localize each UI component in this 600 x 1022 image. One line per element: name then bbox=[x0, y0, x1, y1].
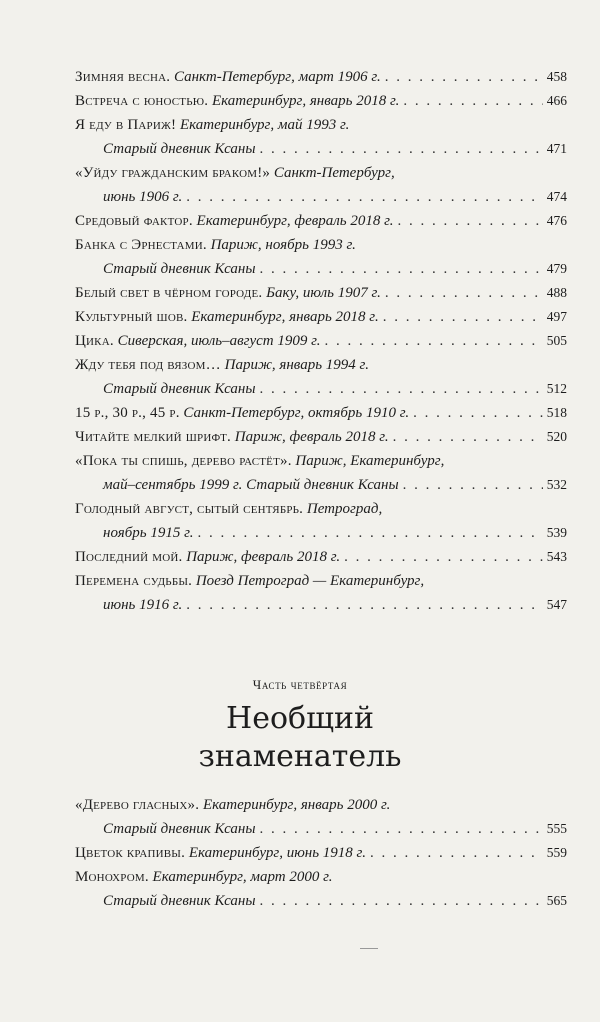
entry-place-date: Париж, январь 1994 г. bbox=[224, 357, 369, 373]
entry-title: Читайте мелкий шрифт. bbox=[75, 429, 231, 445]
leader-dots bbox=[383, 305, 543, 329]
part-title-line: знаменатель bbox=[198, 739, 402, 774]
page-number: 476 bbox=[546, 213, 567, 228]
entry-title: Я еду в Париж! bbox=[75, 117, 177, 133]
entry-title: Жду тебя под вязом… bbox=[75, 357, 221, 373]
toc-entry[interactable] bbox=[75, 161, 567, 209]
entry-source: Старый дневник Ксаны bbox=[103, 893, 256, 909]
entry-place-date: Екатеринбург, январь 2018 г. bbox=[191, 309, 379, 325]
entry-title: «Дерево гласных». bbox=[75, 797, 200, 813]
entry-title: Цветок крапивы. bbox=[75, 845, 186, 861]
entry-title: Зимняя весна. bbox=[75, 69, 171, 85]
entry-place-date: Екатеринбург, июнь 1918 г. bbox=[188, 845, 366, 861]
leader-dots bbox=[186, 185, 543, 209]
leader-dots bbox=[344, 545, 543, 569]
entry-title: «Пока ты спишь, дерево растёт». bbox=[75, 453, 292, 469]
entry-place-date: Париж, февраль 2018 г. bbox=[186, 549, 341, 565]
leader-dots bbox=[186, 593, 543, 617]
page-number: 543 bbox=[546, 549, 567, 564]
leader-dots bbox=[260, 889, 543, 913]
leader-dots bbox=[403, 473, 543, 497]
page-number: 518 bbox=[546, 405, 567, 420]
toc-entry[interactable] bbox=[75, 425, 567, 449]
leader-dots bbox=[370, 841, 543, 865]
leader-dots bbox=[260, 137, 543, 161]
leader-dots bbox=[393, 425, 543, 449]
toc-entry[interactable] bbox=[75, 65, 567, 89]
leader-dots bbox=[325, 329, 543, 353]
page-number: 565 bbox=[546, 893, 567, 908]
toc-entry[interactable] bbox=[75, 305, 567, 329]
entry-source: Старый дневник Ксаны bbox=[103, 141, 256, 157]
entry-source: Старый дневник Ксаны bbox=[103, 821, 256, 837]
entry-place-date: Париж, февраль 2018 г. bbox=[234, 429, 389, 445]
entry-place-date: Санкт-Петербург, октябрь 1910 г. bbox=[183, 405, 410, 421]
entry-title: Средовый фактор. bbox=[75, 213, 193, 229]
page-number: 466 bbox=[546, 93, 567, 108]
toc-entry[interactable] bbox=[75, 89, 567, 113]
entry-title: «Уйду гражданским браком!» bbox=[75, 165, 271, 181]
entry-date-source: май–сентябрь 1999 г. Старый дневник Ксаны bbox=[103, 477, 399, 493]
leader-dots bbox=[385, 281, 543, 305]
page-number: 505 bbox=[546, 333, 567, 348]
leader-dots bbox=[385, 65, 543, 89]
entry-title: Монохром. bbox=[75, 869, 149, 885]
toc-entry[interactable] bbox=[75, 281, 567, 305]
entry-title: Голодный август, сытый сентябрь. bbox=[75, 501, 304, 517]
entry-place-date: Екатеринбург, май 1993 г. bbox=[179, 117, 350, 133]
entry-date: ноябрь 1915 г. bbox=[103, 525, 194, 541]
entry-place-date: Баку, июль 1907 г. bbox=[266, 285, 381, 301]
page-number: 458 bbox=[546, 69, 567, 84]
toc-entry[interactable] bbox=[75, 353, 567, 401]
entry-title: Встреча с юностью. bbox=[75, 93, 209, 109]
entry-place-date: Париж, Екатеринбург, bbox=[295, 453, 445, 469]
toc-entry[interactable] bbox=[75, 841, 567, 865]
page-number: 512 bbox=[546, 381, 567, 396]
entry-title: Цика. bbox=[75, 333, 114, 349]
part-title-line: Необщий bbox=[226, 701, 374, 736]
toc-entry[interactable] bbox=[75, 329, 567, 353]
toc-entry[interactable] bbox=[75, 793, 567, 841]
page-number: 471 bbox=[546, 141, 567, 156]
entry-title: Белый свет в чёрном городе. bbox=[75, 285, 263, 301]
toc-entry[interactable] bbox=[75, 497, 567, 545]
leader-dots bbox=[198, 521, 543, 545]
entry-source: Старый дневник Ксаны bbox=[103, 381, 256, 397]
entry-title: Перемена судьбы. bbox=[75, 573, 193, 589]
toc-entry[interactable] bbox=[75, 113, 567, 161]
toc-entry[interactable] bbox=[75, 569, 567, 617]
entry-title: Банка с Эрнестами. bbox=[75, 237, 207, 253]
page-number: 539 bbox=[546, 525, 567, 540]
divider bbox=[360, 948, 378, 949]
part-label: Часть четвёртая bbox=[252, 677, 348, 692]
entry-place-date: Екатеринбург, январь 2018 г. bbox=[211, 93, 400, 109]
page-number: 555 bbox=[546, 821, 567, 836]
entry-title: Культурный шов. bbox=[75, 309, 188, 325]
entry-place-date: Петроград, bbox=[306, 501, 383, 517]
toc-entry[interactable] bbox=[75, 209, 567, 233]
page-number: 532 bbox=[546, 477, 567, 492]
entry-place-date: Екатеринбург, февраль 2018 г. bbox=[196, 213, 394, 229]
page-number: 474 bbox=[546, 189, 567, 204]
leader-dots bbox=[398, 209, 543, 233]
entry-place-date: Сиверская, июль–август 1909 г. bbox=[117, 333, 321, 349]
entry-place-date: Поезд Петроград — Екатеринбург, bbox=[195, 573, 425, 589]
leader-dots bbox=[260, 817, 543, 841]
entry-place-date: Екатеринбург, январь 2000 г. bbox=[202, 797, 391, 813]
toc-part4 bbox=[75, 793, 567, 913]
part-title bbox=[0, 700, 600, 776]
leader-dots bbox=[403, 89, 542, 113]
entry-source: Старый дневник Ксаны bbox=[103, 261, 256, 277]
entry-date: июнь 1916 г. bbox=[103, 597, 183, 613]
entry-place-date: Санкт-Петербург, bbox=[273, 165, 395, 181]
page-number: 547 bbox=[546, 597, 567, 612]
leader-dots bbox=[260, 377, 543, 401]
toc-entry[interactable] bbox=[75, 865, 567, 913]
entry-date: июнь 1906 г. bbox=[103, 189, 183, 205]
entry-place-date: Санкт-Петербург, март 1906 г. bbox=[174, 69, 381, 85]
entry-place-date: Париж, ноябрь 1993 г. bbox=[210, 237, 356, 253]
page-number: 479 bbox=[546, 261, 567, 276]
page-number: 559 bbox=[546, 845, 567, 860]
page-number: 497 bbox=[546, 309, 567, 324]
page-number: 520 bbox=[546, 429, 567, 444]
toc-entry[interactable] bbox=[75, 449, 567, 497]
entry-title: Последний мой. bbox=[75, 549, 183, 565]
entry-title: 15 р., 30 р., 45 р. bbox=[75, 405, 180, 421]
toc-entry[interactable] bbox=[75, 233, 567, 281]
toc-entry[interactable] bbox=[75, 545, 567, 569]
toc-part3 bbox=[75, 65, 567, 617]
page-number: 488 bbox=[546, 285, 567, 300]
leader-dots bbox=[413, 401, 543, 425]
toc-entry[interactable] bbox=[75, 401, 567, 425]
leader-dots bbox=[260, 257, 543, 281]
entry-place-date: Екатеринбург, март 2000 г. bbox=[152, 869, 333, 885]
